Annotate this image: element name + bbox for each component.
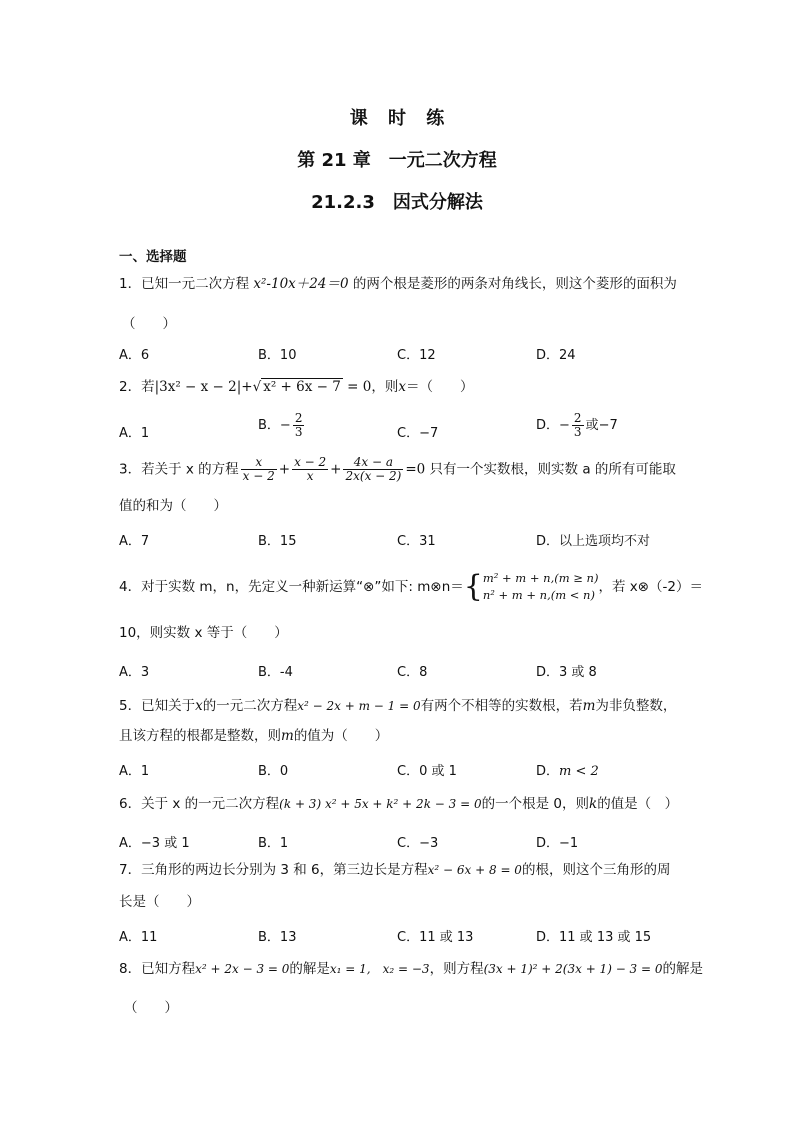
- q2-option-b[interactable]: B．− $\frac{2}{3}$: [258, 411, 303, 439]
- q2-b-fraction: $\frac{2}{3}$: [294, 411, 303, 439]
- q5-option-b[interactable]: B．0: [258, 764, 289, 779]
- q5-option-d[interactable]: D．m < 2: [536, 764, 599, 779]
- question-7-line-2: 长是（ ）: [119, 894, 200, 910]
- q7-equation: x² − 6x + 8 = 0: [427, 863, 522, 877]
- q8-solutions: x₁ = 1, x₂ = −3: [329, 962, 430, 976]
- q1-option-c[interactable]: C．12: [397, 348, 436, 363]
- q2-abs: |3x² − x − 2|: [154, 379, 242, 395]
- question-3-line-2: 值的和为（ ）: [119, 498, 227, 514]
- section-title: 21.2.3 因式分解法: [311, 192, 483, 213]
- q4-option-b[interactable]: B．-4: [258, 665, 293, 680]
- q3-option-d[interactable]: D．以上选项均不对: [536, 534, 651, 549]
- q1-option-b[interactable]: B．10: [258, 348, 297, 363]
- question-6: 6．关于 x 的一元二次方程(k + 3) x² + 5x + k² + 2k − 3 = 0的一个根是 0，则k的值是（ ）: [119, 796, 679, 812]
- q5-option-a[interactable]: A．1: [119, 764, 150, 779]
- q8-equation-1: x² + 2x − 3 = 0: [195, 962, 290, 976]
- q6-option-b[interactable]: B．1: [258, 836, 289, 851]
- q3-option-c[interactable]: C．31: [397, 534, 436, 549]
- q7-option-c[interactable]: C．11 或 13: [397, 930, 474, 945]
- q3-fraction-3: $\frac{4x - a}{2x(x - 2)}$: [345, 455, 402, 483]
- question-2: 2．若|3x² − x − 2|+√ x² + 6x − 7 = 0，则x＝（ ）: [119, 379, 474, 395]
- q2-option-d[interactable]: D．− $\frac{2}{3}$ 或−7: [536, 411, 618, 439]
- q3-fraction-2: $\frac{x - 2}{x}$: [294, 455, 327, 483]
- q4-piecewise: m² + m + n,(m ≥ n) n² + m + n,(m < n): [482, 571, 599, 602]
- q2-option-a[interactable]: A．1: [119, 426, 150, 441]
- q8-answer-paren: （ ）: [124, 1000, 178, 1016]
- q2-d-fraction: $\frac{2}{3}$: [573, 411, 582, 439]
- chapter-title: 第 21 章 一元二次方程: [297, 150, 497, 171]
- q4-option-a[interactable]: A．3: [119, 665, 150, 680]
- q5-option-c[interactable]: C．0 或 1: [397, 764, 457, 779]
- question-5: 5．已知关于x的一元二次方程x² − 2x + m − 1 = 0有两个不相等的实数根，若m为非负整数，: [119, 698, 677, 714]
- q2-sqrt: √ x² + 6x − 7: [252, 379, 341, 395]
- q1-equation: x²-10x＋24＝0: [253, 276, 349, 292]
- q6-option-d[interactable]: D．−1: [536, 836, 579, 851]
- question-5-line-2: 且该方程的根都是整数，则m的值为（ ）: [119, 728, 389, 744]
- q4-option-d[interactable]: D．3 或 8: [536, 665, 597, 680]
- q1-option-a[interactable]: A．6: [119, 348, 150, 363]
- q1-option-d[interactable]: D．24: [536, 348, 576, 363]
- question-7: 7．三角形的两边长分别为 3 和 6，第三边长是方程x² − 6x + 8 = 0的根，则这个三角形的周: [119, 862, 671, 878]
- part-heading: 一、选择题: [119, 249, 187, 265]
- q5-equation: x² − 2x + m − 1 = 0: [297, 699, 421, 713]
- q8-equation-2: (3x + 1)² + 2(3x + 1) − 3 = 0: [483, 962, 663, 976]
- q7-option-d[interactable]: D．11 或 13 或 15: [536, 930, 652, 945]
- worksheet-title: 课 时 练: [349, 108, 445, 129]
- q4-option-c[interactable]: C．8: [397, 665, 428, 680]
- q6-option-c[interactable]: C．−3: [397, 836, 439, 851]
- q3-option-a[interactable]: A．7: [119, 534, 150, 549]
- question-4: 4．对于实数 m，n，先定义一种新运算“⊗”如下: m⊗n＝{ m² + m + n,(m ≥ n) n² + m + n,(m < n) ，若 x⊗（-2）＝: [119, 569, 704, 604]
- q1-answer-paren: （ ）: [122, 316, 176, 332]
- q6-option-a[interactable]: A．−3 或 1: [119, 836, 190, 851]
- q3-option-b[interactable]: B．15: [258, 534, 297, 549]
- question-3: 3．若关于 x 的方程 $\frac{x}{x - 2}$ + $\frac{x - 2}{x}$ + $\frac{4x - a}{2x(x - 2)}$ =0 只有一个实数根，则实数 a 的所有可能取: [119, 455, 676, 483]
- question-8: 8．已知方程x² + 2x − 3 = 0的解是x₁ = 1, x₂ = −3，则方程(3x + 1)² + 2(3x + 1) − 3 = 0的解是: [119, 961, 704, 977]
- q3-fraction-1: $\frac{x}{x - 2}$: [242, 455, 275, 483]
- q7-option-a[interactable]: A．11: [119, 930, 158, 945]
- q6-equation: (k + 3) x² + 5x + k² + 2k − 3 = 0: [279, 797, 482, 811]
- q7-option-b[interactable]: B．13: [258, 930, 297, 945]
- question-1: 1．已知一元二次方程 x²-10x＋24＝0 的两个根是菱形的两条对角线长，则这个菱形的面积为: [119, 276, 677, 292]
- q2-option-c[interactable]: C．−7: [397, 426, 439, 441]
- question-4-line-2: 10，则实数 x 等于（ ）: [119, 625, 288, 641]
